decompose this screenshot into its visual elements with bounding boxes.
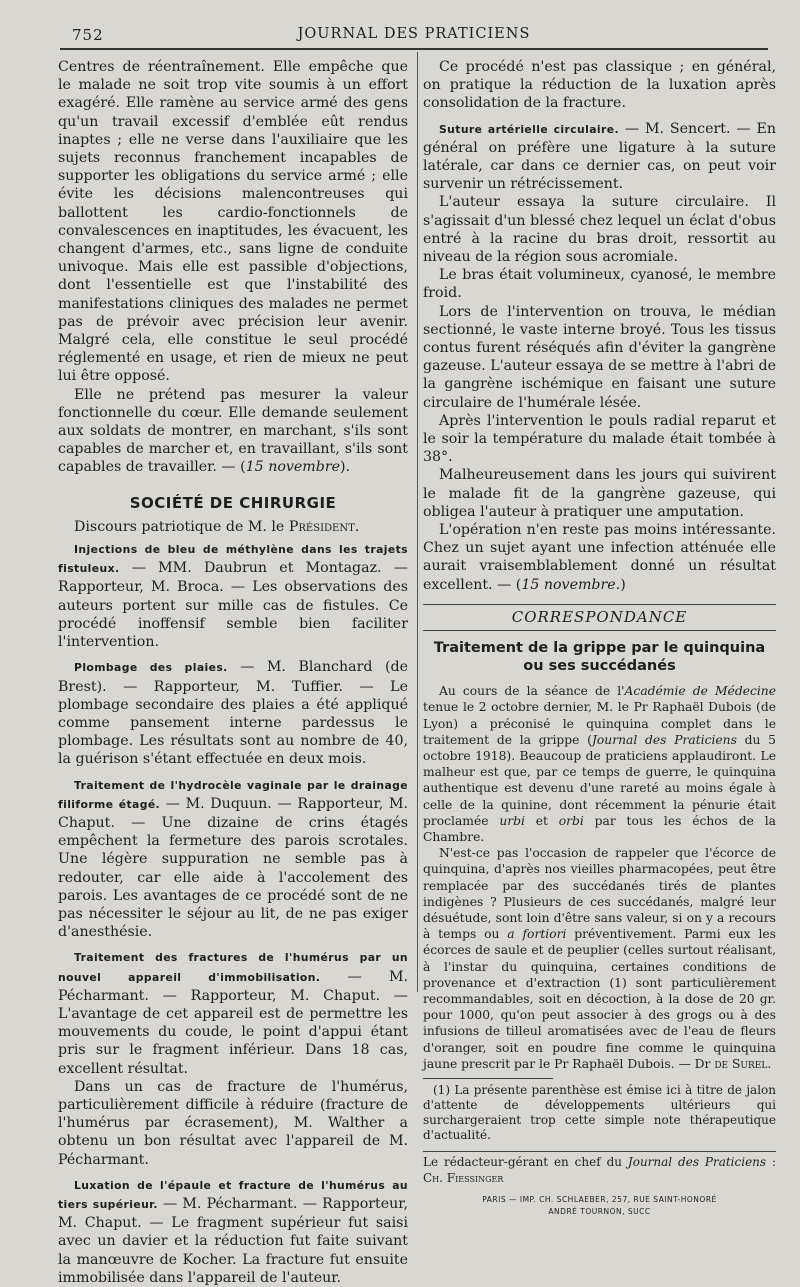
right-column (423, 58, 776, 1218)
page-header (60, 22, 768, 44)
entry-injections (58, 540, 408, 651)
printer-imprint (423, 1194, 776, 1218)
entry-text: — MM. Daubrun et Montagaz. — Rapporteur, M. Broca. — Les observations des auteurs portent sur mille cas de fistules. Ce procédé inoffensif semble bien faciliter l'intervention. (58, 560, 408, 651)
entry-suture (423, 120, 776, 194)
paragraph: L'auteur essaya la suture circulaire. Il s'agissait d'un blessé chez lequel un éclat d'obus entré à la racine du bras droit, ressortit au niveau de la région sous acromiale. (423, 194, 776, 266)
article-paragraph-2 (423, 845, 776, 1072)
paragraph-continuation: Centres de réentraînement. Elle empêche que le malade ne soit trop vite soumis à un effort exagéré. Elle ramène au service armé des gens qu'un travail excessif d'emblée eût rendus inaptes ; elle ne verse dans l'auxiliaire que les sujets reconnus franchement incapables de supporter les obligations du service armé ; elle évite les décisions malencontreuses qui ballottent les cardio-fonctionnels de convalescences en inaptitudes, les évacuent, les changent d'armes, etc., sans ligne de conduite univoque. Mais elle est passible d'objections, dont l'essentielle est que l'instabilité des manifestations cliniques des malades ne permet pas de prévoir avec précision leur avenir. Malgré cela, elle constitue le seul procédé réglementé en usage, et rien de mieux ne peut lui être opposé. (58, 59, 408, 385)
text: du 5 octobre 1918). Beaucoup de praticiens applaudiront. Le malheur est que, par ce temps de guerre, le quinquina authentique est devenu d'une rareté au moins égale à celle de la quinine, dont récemment la pénurie était proclamée (423, 732, 776, 828)
text: Le rédacteur-gérant en chef du (423, 1154, 628, 1169)
paragraph: Malheureusement dans les jours qui suivirent le malade fit de la gangrène gazeuse, qui obligea l'auteur à pratiquer une amputation. (423, 467, 776, 520)
correspondance-banner (423, 604, 776, 631)
entry-title: Injections de bleu de méthylène dans les trajets fistuleux. (58, 543, 408, 576)
article-title-line2: ou ses succédanés (523, 658, 676, 675)
entry-title: Plombage des plaies. (74, 661, 228, 675)
entry-title: Traitement de l'hydrocèle vaginale par le drainage filiforme étagé. (58, 778, 408, 811)
article-paragraph-1 (423, 683, 776, 845)
journal-ref: Journal des Praticiens (627, 1154, 767, 1169)
entry-text: — M. Pécharmant. — Rapporteur, M. Chaput. — Le fragment supérieur fut saisi avec un davier et la réduction fut faite suivant la manœuvre de Kocher. La fracture fut ensuite immobilisée dans l'appareil de l'auteur. (58, 1195, 408, 1286)
paragraph: Lors de l'intervention on trouva, le médian sectionné, le vaste interne broyé. Tous les tissus contus furent réséqués afin d'éviter la gangrène gazeuse. L'auteur essaya de se mettre à l'abri de la gangrène ischémique en faisant une suture circulaire de l'humérale lésée. (423, 303, 776, 411)
entry-text: — M. Sencert. — En général on préfère une ligature à la suture latérale, car dans ce dernier cas, on peut voir survenir un rétrécissement. (423, 120, 776, 193)
text: Au cours de la séance de l' (439, 684, 625, 699)
printer-line1: PARIS — IMP. CH. SCHLAEBER, 257, RUE SAINT-HONORÉ (482, 1194, 717, 1204)
footnote-rule (423, 1078, 553, 1079)
signature: de Surel (714, 1056, 768, 1071)
president: Président (288, 518, 355, 535)
text: ). (340, 459, 351, 476)
column-divider (417, 52, 418, 992)
entry-luxation (58, 1176, 408, 1287)
journal-ref: Journal des Praticiens (591, 732, 737, 747)
text: par tous les échos de la Chambre. (423, 813, 776, 844)
orbi: orbi (558, 813, 584, 828)
a-fortiori: a fortiori (507, 927, 567, 942)
entry-fractures (58, 948, 408, 1077)
footnote: (1) La présente parenthèse est émise ici à titre de jalon d'attente de développements ultérieurs qui surchargeraient trop cette simple note thérapeutique d'actualité. (423, 1082, 776, 1142)
entry-fractures-followup: Dans un cas de fracture de l'humérus, particulièrement difficile à réduire (fracture de l'humérus par écrasement), M. Walther a obtenu un bon résultat avec l'appareil de M. Pécharmant. (58, 1078, 408, 1168)
section-title: SOCIÉTÉ DE CHIRURGIE (129, 493, 337, 512)
paragraph-conclusion (423, 521, 776, 594)
header-rule (60, 48, 768, 50)
discours-line (58, 518, 408, 536)
entry-text: — M. Pécharmant. — Rapporteur, M. Chaput. — L'avantage de cet appareil est de permettre les mouvements du coude, le point d'appui étant pris sur le fragment inférieur. Dans 18 cas, excellent résultat. (58, 968, 408, 1077)
manager-line (423, 1152, 776, 1186)
text: . (767, 1056, 772, 1071)
entry-text: — M. Blanchard (de Brest). — Rapporteur, M. Tuffier. — Le plombage secondaire des plaies a été appliqué comme pansement interne pardessus le plombage. Les résultats sont au nombre de 40, la guérison s'étant effectuée en deux mois. (58, 659, 408, 768)
text: L'opération n'en reste pas moins intéressante. Chez un sujet ayant une infection atténuée elle aurait vraisemblablement donné un résultat excellent. — ( (423, 522, 776, 593)
date: 15 novembre (245, 459, 341, 476)
entry-title: Suture artérielle circulaire. (439, 122, 619, 136)
academie: Académie de Médecine (624, 684, 777, 699)
text: . (354, 518, 360, 535)
urbi: urbi (499, 813, 525, 828)
paragraph-continuation: Ce procédé n'est pas classique ; en général, on pratique la réduction de la luxation après consolidation de la fracture. (423, 59, 776, 112)
correspondance-title: CORRESPONDANCE (511, 607, 688, 626)
left-column (58, 58, 408, 1287)
printer-line2: ANDRÉ TOURNON, SUCC (548, 1206, 651, 1216)
article-title-line1: Traitement de la grippe par le quinquina (433, 640, 766, 657)
text: et (524, 813, 559, 828)
text: préventivement. Parmi eux les écorces de saule et de peuplier (celles surtout réalisant, à l'instar du quinquina, certaines conditions de provenance et d'extraction (1) sont particulièrement recommandables, soit en décoction, à la dose de 20 gr. pour 1000, qu'on peut associer à des grogs ou à des infusions de tilleul aromatisées avec de l'eau de fleurs d'oranger, soit en poudre fine comme le quinquina jaune prescrit par le Pr Raphaël Dubois. — Dr (423, 927, 776, 1071)
text: N'est-ce pas l'occasion de rappeler que l'écorce de quinquina, d'après nos vieilles pharmacopées, peut être remplacée par des succédanés tirés de plantes indigènes ? Plusieurs de ces succédanés, malgré leur désuétude, sont loin d'être sans valeur, si on y a recours à temps ou (423, 846, 776, 942)
text: ) (620, 576, 626, 593)
entry-title: Traitement des fractures de l'humérus par un nouvel appareil d'immobilisation. (58, 951, 408, 984)
text: tenue le 2 octobre dernier, M. le Pr Raphaël Dubois (de Lyon) a préconisé le quinquina complet dans le traitement de la grippe ( (423, 700, 776, 747)
paragraph: Après l'intervention le pouls radial reparut et le soir la température du malade était tombée à 38°. (423, 412, 776, 466)
entry-hydrocele (58, 776, 408, 942)
entry-plombage (58, 658, 408, 768)
paragraph-conclusion (58, 386, 408, 477)
article-title (423, 639, 776, 675)
paragraph: Le bras était volumineux, cyanosé, le membre froid. (423, 267, 776, 302)
entry-title: Luxation de l'épaule et fracture de l'humérus au tiers supérieur. (58, 1178, 408, 1211)
date: 15 novembre. (521, 576, 621, 593)
text: Elle ne prétend pas mesurer la valeur fonctionnelle du cœur. Elle demande seulement aux soldats de montrer, en marchant, s'ils sont capables de marcher et, en travaillant, s'ils sont capables de travailler. — ( (58, 386, 408, 476)
journal-title: JOURNAL DES PRATICIENS (297, 26, 531, 42)
entry-text: — M. Duquun. — Rapporteur, M. Chaput. — Une dizaine de crins étagés empêchent la fermeture des parois scrotales. Une légère suppuration ne semble pas à redouter, car elle aide à l'accolement des parois. Les avantages de ce procédé sont de ne pas nécessiter le séjour au lit, de ne pas exiger d'anesthésie. (58, 795, 408, 941)
text: Discours patriotique de M. le (74, 518, 289, 535)
page-number: 752 (72, 26, 104, 44)
manager-name: : Ch. Fiessinger (423, 1154, 777, 1185)
